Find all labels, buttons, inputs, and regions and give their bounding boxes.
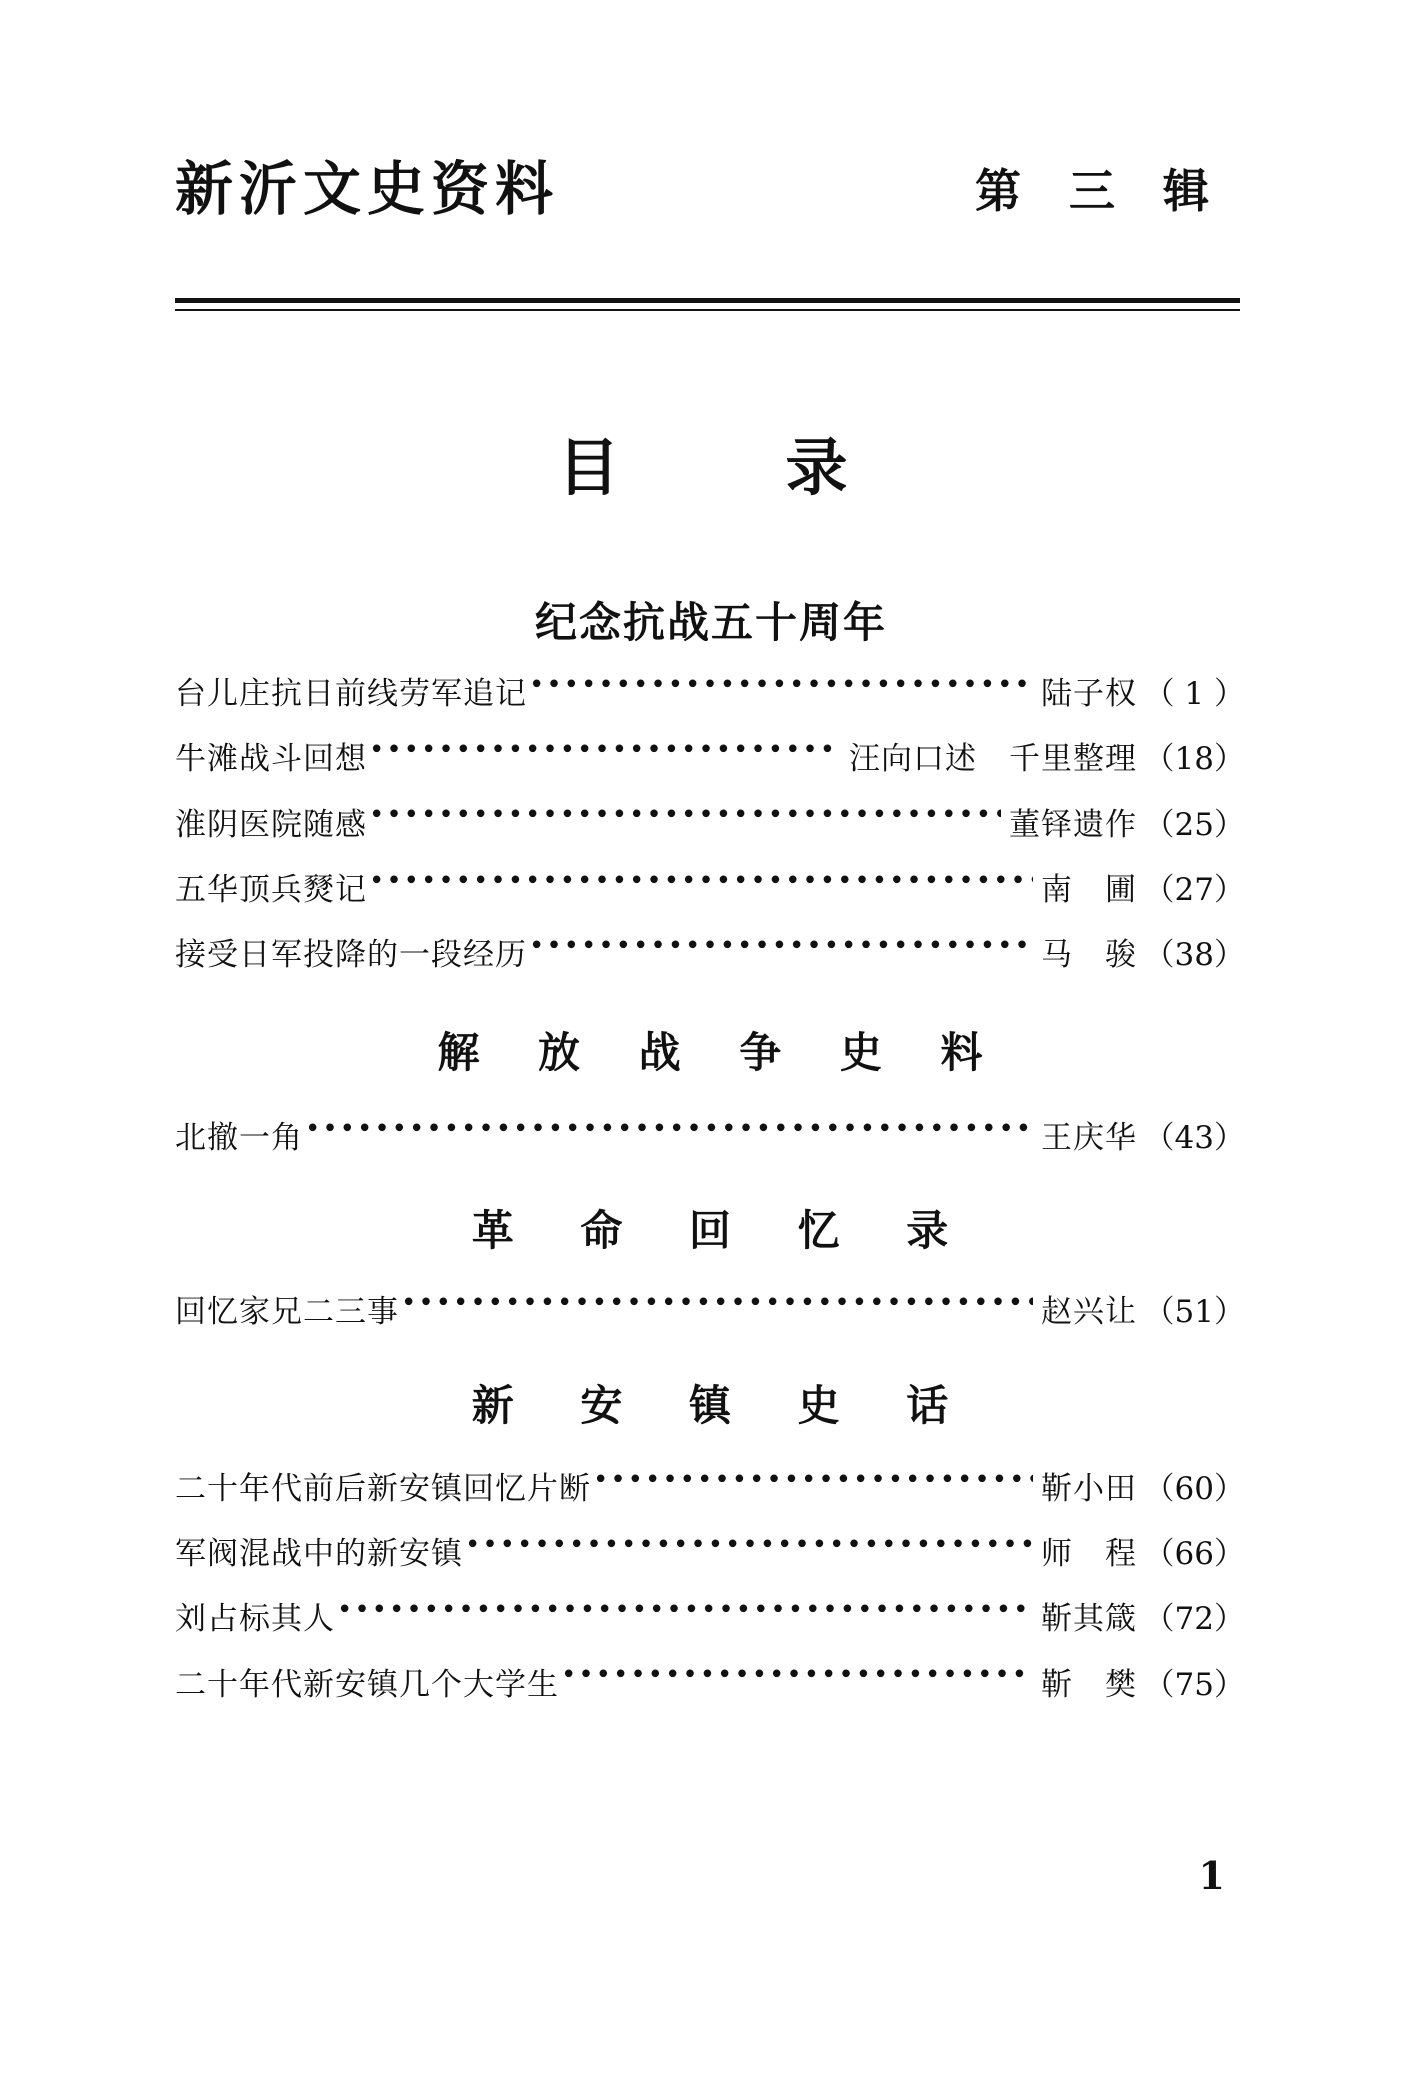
toc-entry[interactable] xyxy=(175,1667,1245,1704)
toc-entry-author: 靳 樊 xyxy=(1041,1666,1137,1703)
toc-entry-page: （66） xyxy=(1143,1536,1245,1573)
toc-entry-author: 董铎遗作 xyxy=(1009,806,1137,843)
toc-entry-title: 刘占标其人 xyxy=(175,1601,335,1638)
dot-leader xyxy=(529,676,1033,704)
toc-entry[interactable] xyxy=(175,1120,1245,1157)
toc-entry-author: 靳其箴 xyxy=(1041,1601,1137,1638)
toc-entry-page: （60） xyxy=(1143,1471,1245,1508)
toc-entry-page: （38） xyxy=(1143,936,1245,973)
page-number: 1 xyxy=(1198,1853,1225,1898)
dot-leader xyxy=(593,1471,1033,1499)
toc-entry-page: （18） xyxy=(1143,741,1245,778)
dot-leader xyxy=(561,1667,1033,1695)
toc-entry-author: 南 圃 xyxy=(1041,871,1137,908)
header-divider-thin xyxy=(175,309,1240,311)
toc-entry-author: 师 程 xyxy=(1041,1536,1137,1573)
toc-entry-title: 五华顶兵燹记 xyxy=(175,871,367,908)
toc-entry-title: 台儿庄抗日前线劳军追记 xyxy=(175,676,527,713)
toc-entry-page: （ 1 ） xyxy=(1143,676,1245,713)
toc-entry-title: 回忆家兄二三事 xyxy=(175,1293,399,1330)
dot-leader xyxy=(369,807,1001,835)
section-heading-0: 纪念抗战五十周年 xyxy=(534,598,887,647)
toc-entry-page: （43） xyxy=(1143,1120,1245,1157)
toc-entry[interactable] xyxy=(175,676,1245,713)
dot-leader xyxy=(369,872,1033,900)
toc-entry[interactable] xyxy=(175,807,1245,844)
toc-entry-title: 淮阴医院随感 xyxy=(175,806,367,843)
toc-entry[interactable] xyxy=(175,937,1245,974)
book-title: 新沂文史资料 xyxy=(175,155,560,223)
dot-leader xyxy=(337,1601,1033,1629)
volume-label: 第 三 辑 xyxy=(974,164,1225,218)
toc-entry-page: （75） xyxy=(1143,1666,1245,1703)
page-title: 目 录 xyxy=(557,431,900,504)
toc-entry-title: 北撤一角 xyxy=(175,1120,303,1157)
toc-entry-author: 赵兴让 xyxy=(1041,1293,1137,1330)
header-divider-thick xyxy=(175,298,1240,303)
section-heading-2: 革 命 回 忆 录 xyxy=(471,1205,975,1255)
toc-entry-page: （27） xyxy=(1143,871,1245,908)
toc-entry-page: （72） xyxy=(1143,1601,1245,1638)
toc-entry-page: （51） xyxy=(1143,1293,1245,1330)
toc-entry-author: 陆子权 xyxy=(1041,676,1137,713)
dot-leader xyxy=(401,1294,1033,1322)
section-heading-3: 新 安 镇 史 话 xyxy=(471,1380,975,1430)
section-heading-1: 解 放 战 争 史 料 xyxy=(437,1028,1005,1078)
toc-entry[interactable] xyxy=(175,1536,1245,1573)
page-header xyxy=(175,155,1235,223)
toc-entry[interactable] xyxy=(175,1471,1245,1508)
toc-entry-title: 二十年代前后新安镇回忆片断 xyxy=(175,1471,591,1508)
dot-leader xyxy=(305,1120,1033,1148)
toc-entry[interactable] xyxy=(175,741,1245,778)
toc-entry-title: 接受日军投降的一段经历 xyxy=(175,936,527,973)
toc-entry[interactable] xyxy=(175,1294,1245,1331)
toc-entry[interactable] xyxy=(175,1601,1245,1638)
toc-entry-author: 马 骏 xyxy=(1041,936,1137,973)
toc-entry-author: 靳小田 xyxy=(1041,1471,1137,1508)
toc-entry-author: 汪向口述 千里整理 xyxy=(849,741,1137,778)
toc-entry-page: （25） xyxy=(1143,806,1245,843)
dot-leader xyxy=(369,741,841,769)
toc-entry-title: 牛滩战斗回想 xyxy=(175,741,367,778)
toc-entry-title: 二十年代新安镇几个大学生 xyxy=(175,1666,559,1703)
toc-entry-author: 王庆华 xyxy=(1041,1120,1137,1157)
dot-leader xyxy=(529,937,1033,965)
table-of-contents xyxy=(175,600,1245,1732)
dot-leader xyxy=(465,1536,1033,1564)
toc-entry[interactable] xyxy=(175,872,1245,909)
toc-entry-title: 军阀混战中的新安镇 xyxy=(175,1536,463,1573)
